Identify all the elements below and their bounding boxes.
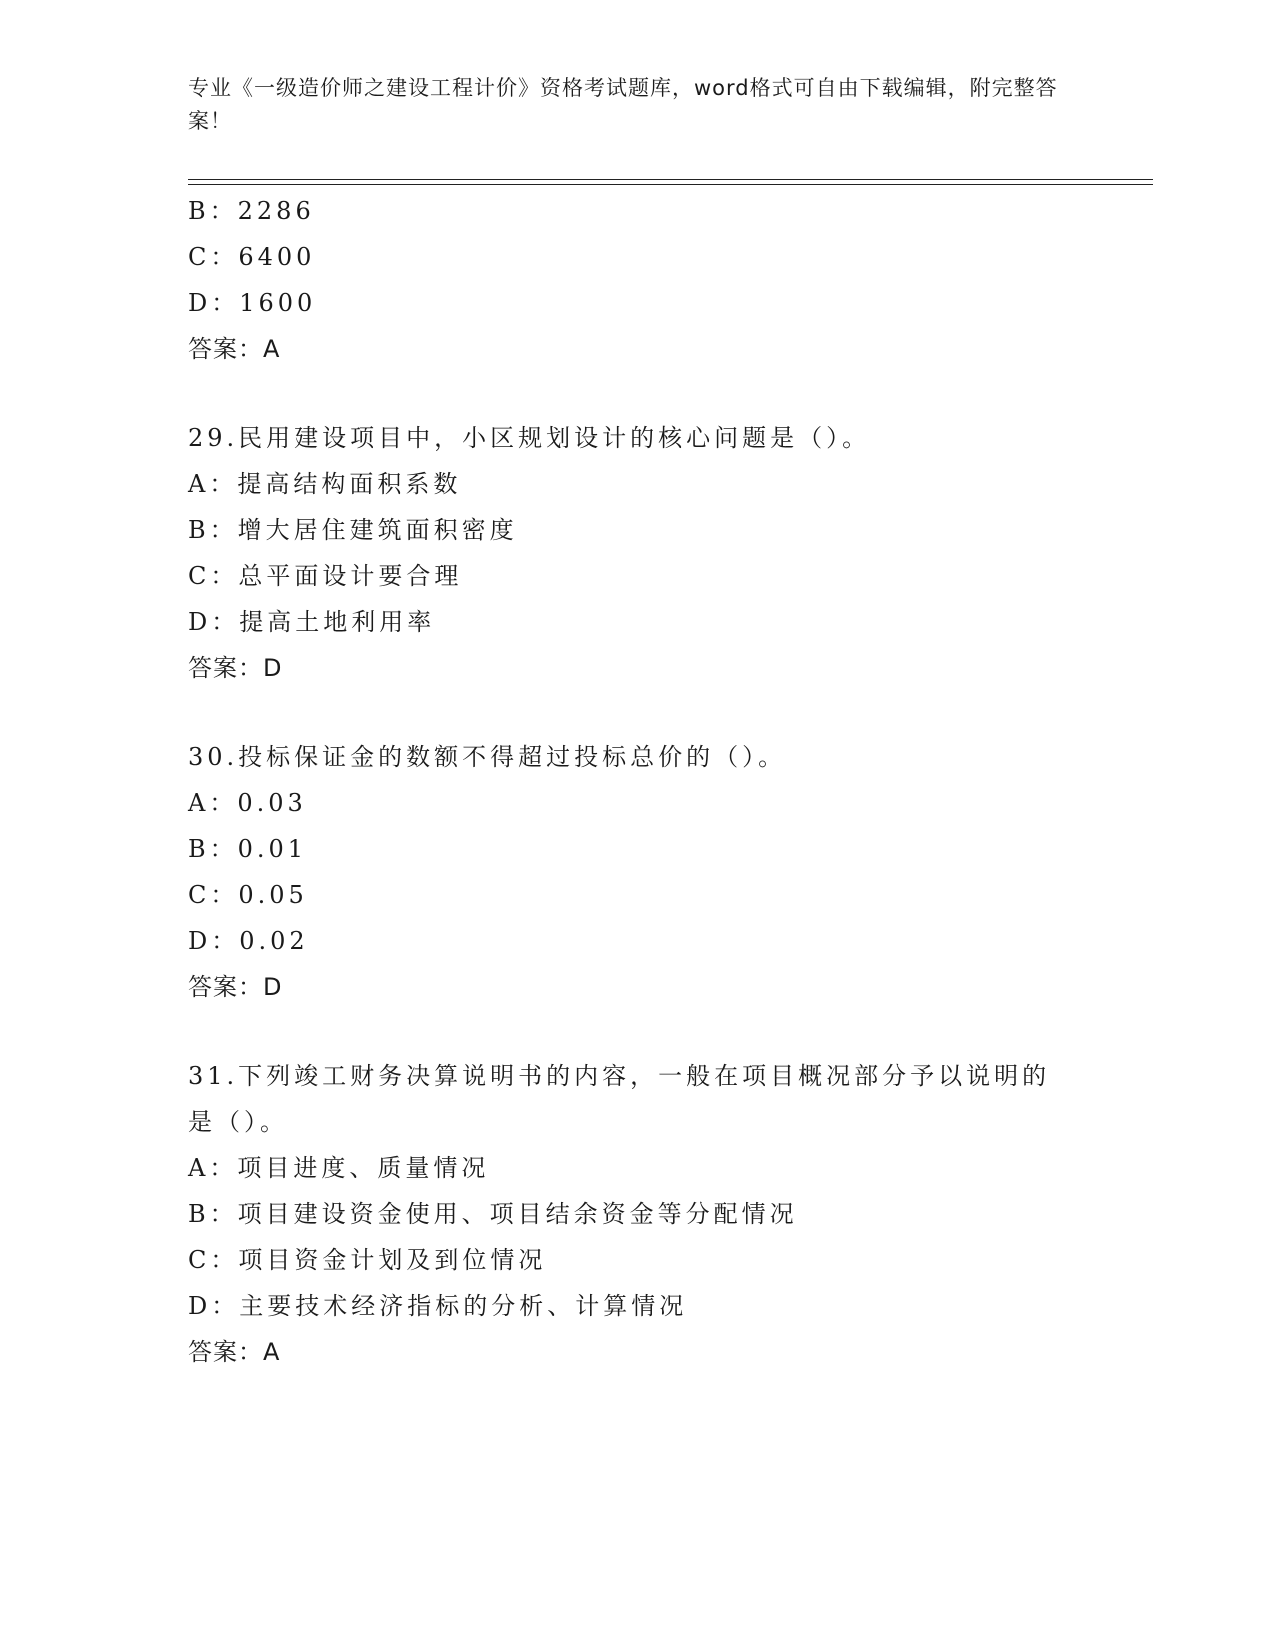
- answer-line: 答案：D: [188, 973, 283, 1001]
- spacer: [188, 1010, 1153, 1053]
- question-block-30: [188, 734, 1153, 1010]
- option-a: A：0.03: [188, 789, 307, 817]
- answer-line: 答案：A: [188, 335, 281, 363]
- option-d: D：0.02: [188, 927, 309, 955]
- option-c: C：项目资金计划及到位情况: [188, 1246, 547, 1274]
- question-stem: 31.下列竣工财务决算说明书的内容，一般在项目概况部分予以说明的是（）。: [188, 1062, 1051, 1136]
- option-c: C：总平面设计要合理: [188, 562, 463, 590]
- option-b: B：增大居住建筑面积密度: [188, 516, 518, 544]
- option-b: B：0.01: [188, 835, 308, 863]
- option-d: D：1600: [188, 289, 317, 317]
- option-a: A：提高结构面积系数: [188, 470, 462, 498]
- option-c: C：6400: [188, 243, 316, 271]
- answer-line: 答案：D: [188, 654, 283, 682]
- question-stem: 29.民用建设项目中，小区规划设计的核心问题是（）。: [188, 424, 871, 452]
- option-b: B：2286: [188, 197, 315, 225]
- question-block-31: [188, 1053, 1153, 1375]
- question-block-28: [188, 188, 1153, 372]
- question-list: [188, 188, 1153, 1375]
- option-d: D：主要技术经济指标的分析、计算情况: [188, 1292, 688, 1320]
- option-a: A：项目进度、质量情况: [188, 1154, 490, 1182]
- spacer: [188, 691, 1153, 734]
- spacer: [188, 372, 1153, 415]
- header-rule-top: [188, 179, 1153, 180]
- question-stem: 30.投标保证金的数额不得超过投标总价的（）。: [188, 743, 787, 771]
- header-rule-bottom: [188, 184, 1153, 185]
- page-header: 专业《一级造价师之建设工程计价》资格考试题库，word格式可自由下载编辑，附完整答案！: [188, 76, 1058, 133]
- option-b: B：项目建设资金使用、项目结余资金等分配情况: [188, 1200, 798, 1228]
- option-d: D：提高土地利用率: [188, 608, 436, 636]
- question-block-29: [188, 415, 1153, 691]
- option-c: C：0.05: [188, 881, 308, 909]
- answer-line: 答案：A: [188, 1338, 281, 1366]
